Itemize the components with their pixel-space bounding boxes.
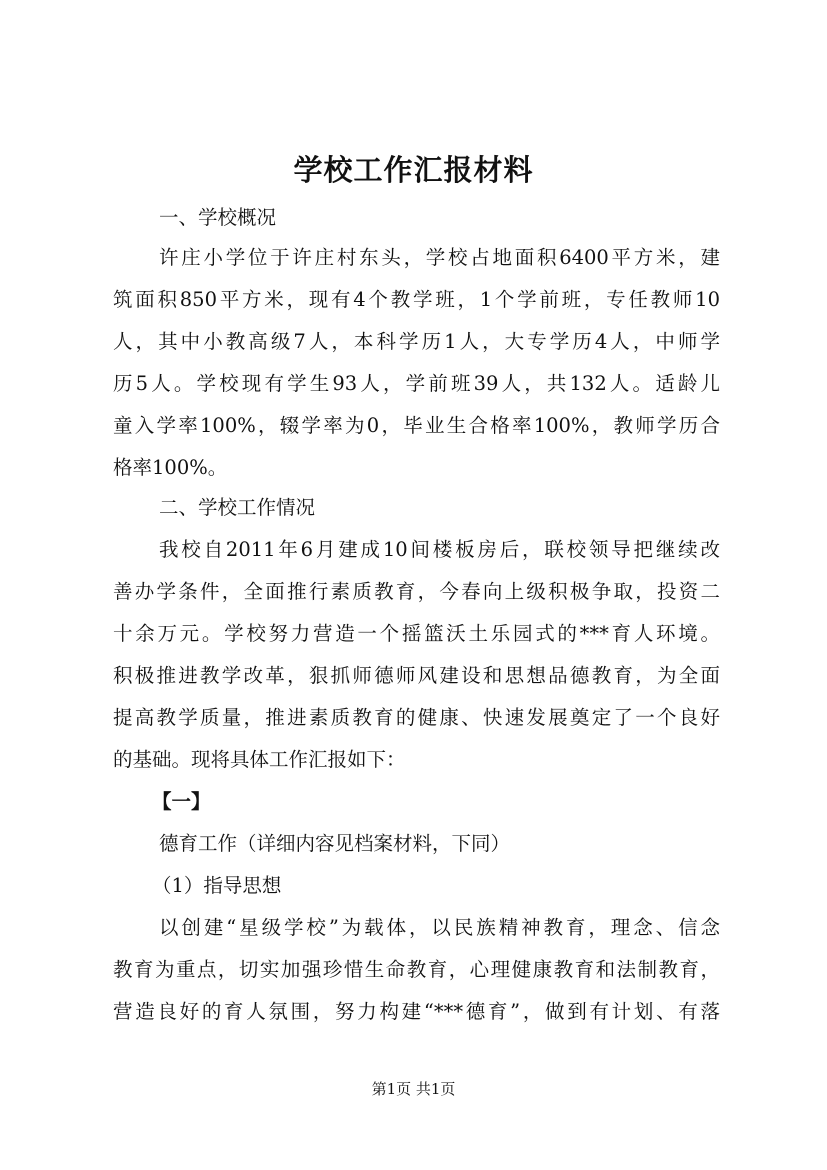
section-heading-work: 二、学校工作情况 — [159, 496, 316, 519]
paragraph-line: 积极推进教学改革，狠抓师德师风建设和思想品德教育，为全面 — [113, 664, 720, 687]
paragraph-line: 以创建“星级学校”为载体，以民族精神教育，理念、信念 — [159, 916, 720, 939]
page-footer: 第1页 共1页 — [371, 1080, 456, 1098]
paragraph-line: 格率100%。 — [113, 456, 228, 479]
subsection-heading: 德育工作（详细内容见档案材料，下同） — [159, 832, 511, 855]
paragraph-line: 我校自2011年6月建成10间楼板房后，联校领导把继续改 — [159, 538, 720, 561]
paragraph-line: 提高教学质量，推进素质教育的健康、快速发展奠定了一个良好 — [113, 706, 720, 729]
section-heading-overview: 一、学校概况 — [159, 206, 277, 229]
paragraph-line: 的基础。现将具体工作汇报如下： — [113, 748, 406, 771]
paragraph-line: 童入学率100%，辍学率为0，毕业生合格率100%，教师学历合 — [113, 414, 720, 437]
document-title: 学校工作汇报材料 — [293, 153, 534, 187]
paragraph-line: 营造良好的育人氛围，努力构建“***德育”，做到有计划、有落 — [113, 1000, 720, 1023]
paragraph-line: 人，其中小教高级7人，本科学历1人，大专学历4人，中师学 — [113, 330, 720, 353]
paragraph-line: 筑面积850平方米，现有4个教学班，1个学前班，专任教师10 — [113, 288, 720, 311]
paragraph-line: 历5人。学校现有学生93人，学前班39人，共132人。适龄儿 — [113, 372, 720, 395]
paragraph-line: 十余万元。学校努力营造一个摇篮沃土乐园式的***育人环境。 — [113, 622, 720, 645]
subsection-marker: 【一】 — [152, 790, 211, 813]
item-heading: （1）指导思想 — [152, 874, 282, 897]
paragraph-line: 许庄小学位于许庄村东头，学校占地面积6400平方米，建 — [159, 246, 720, 269]
paragraph-line: 教育为重点，切实加强珍惜生命教育，心理健康教育和法制教育， — [113, 958, 720, 981]
paragraph-line: 善办学条件，全面推行素质教育，今春向上级积极争取，投资二 — [113, 580, 720, 603]
